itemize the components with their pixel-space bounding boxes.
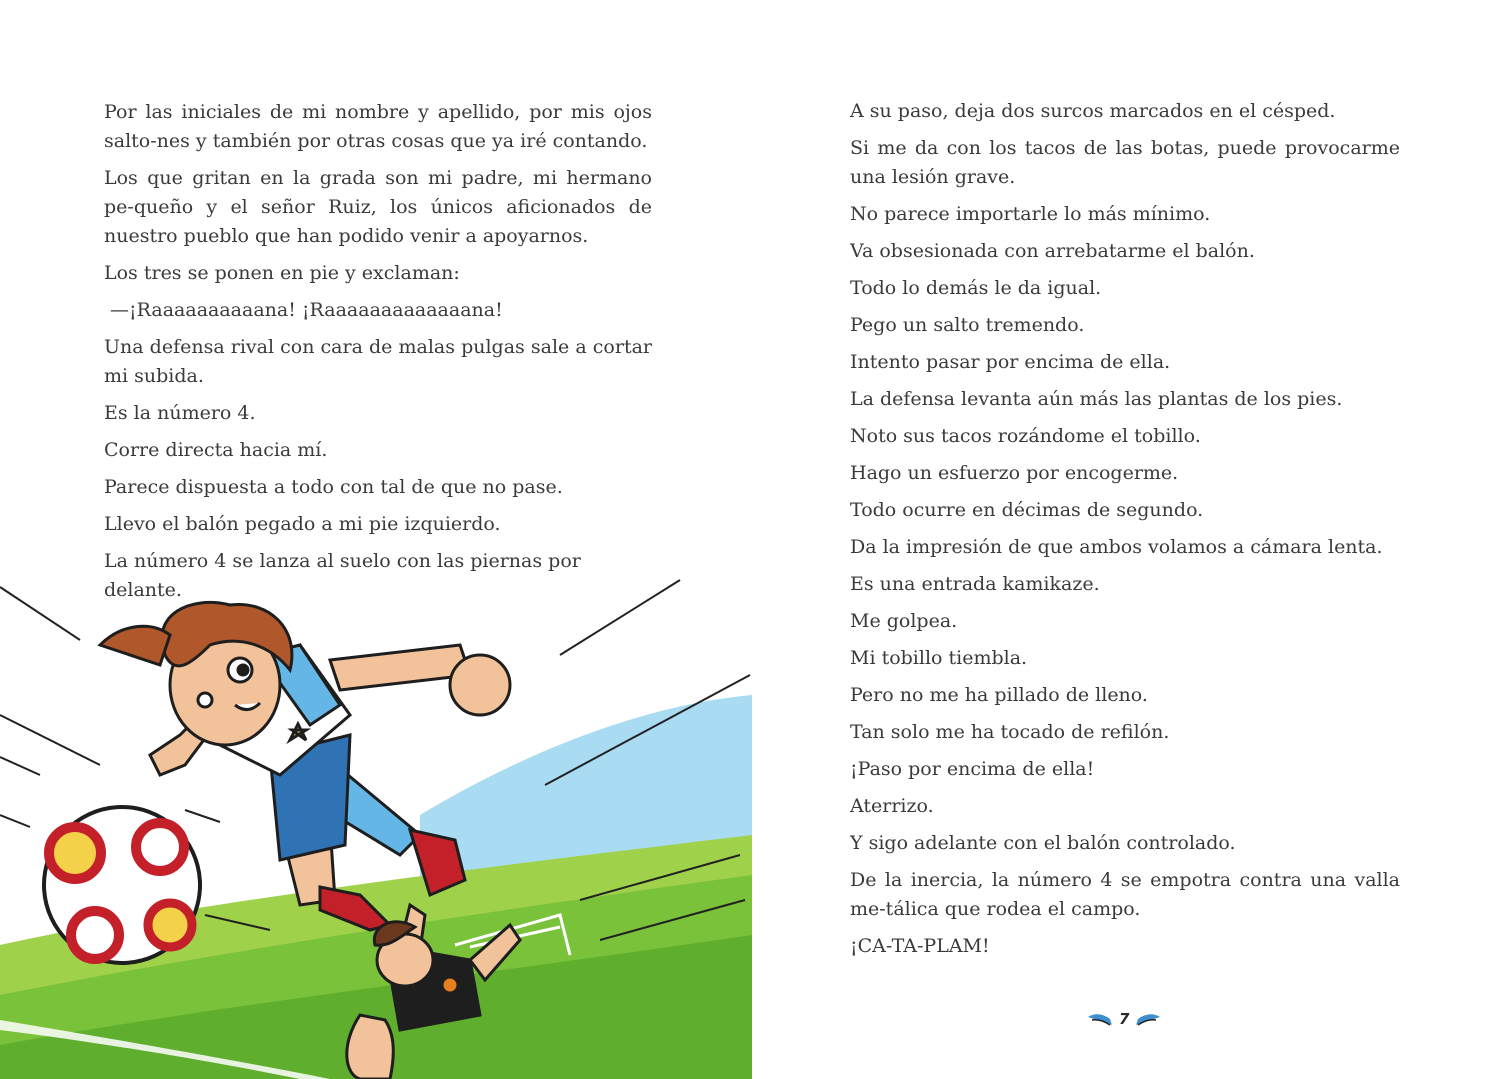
- paragraph: Intento pasar por encima de ella.: [850, 351, 1171, 373]
- paragraph: Corre directa hacia mí.: [104, 439, 328, 461]
- paragraph: No parece importarle lo más mínimo.: [850, 203, 1211, 225]
- paragraph: ¡Paso por encima de ella!: [850, 758, 1095, 780]
- page-number-text: 7: [1119, 1010, 1130, 1028]
- paragraph: Da la impresión de que ambos volamos a cámara lenta.: [850, 536, 1383, 558]
- right-text-column: [850, 97, 1400, 969]
- paragraph: Noto sus tacos rozándome el tobillo.: [850, 425, 1201, 447]
- paragraph: La defensa levanta aún más las plantas de los pies.: [850, 388, 1343, 410]
- paragraph: Por las iniciales de mi nombre y apellido, por mis ojos salto-nes y también por otras cosas que ya iré contando.: [104, 101, 652, 152]
- left-wing-icon: [1086, 1011, 1114, 1027]
- paragraph: ¡CA-TA-PLAM!: [850, 935, 990, 957]
- right-page: [752, 0, 1500, 1079]
- paragraph: Me golpea.: [850, 610, 958, 632]
- paragraph: La número 4 se lanza al suelo con las piernas por delante.: [104, 550, 581, 601]
- paragraph: Mi tobillo tiembla.: [850, 647, 1028, 669]
- soccer-illustration-icon: [0, 575, 752, 1079]
- paragraph: Aterrizo.: [850, 795, 934, 817]
- paragraph: Tan solo me ha tocado de refilón.: [850, 721, 1170, 743]
- paragraph: De la inercia, la número 4 se empotra contra una valla me-tálica que rodea el campo.: [850, 869, 1400, 920]
- paragraph: A su paso, deja dos surcos marcados en el césped.: [850, 100, 1336, 122]
- paragraph: Parece dispuesta a todo con tal de que no pase.: [104, 476, 563, 498]
- paragraph: Todo ocurre en décimas de segundo.: [850, 499, 1204, 521]
- paragraph: Va obsesionada con arrebatarme el balón.: [850, 240, 1255, 262]
- paragraph: Hago un esfuerzo por encogerme.: [850, 462, 1179, 484]
- paragraph: Todo lo demás le da igual.: [850, 277, 1102, 299]
- left-text-column: [104, 98, 652, 613]
- page-number: [1086, 1010, 1162, 1028]
- paragraph: Una defensa rival con cara de malas pulgas sale a cortar mi subida.: [104, 336, 652, 387]
- paragraph: Los tres se ponen en pie y exclaman:: [104, 262, 460, 284]
- right-wing-icon: [1134, 1011, 1162, 1027]
- dialogue-line: —¡Raaaaaaaaaana! ¡Raaaaaaaaaaaaana!: [110, 299, 503, 321]
- paragraph: Y sigo adelante con el balón controlado.: [850, 832, 1236, 854]
- paragraph: Si me da con los tacos de las botas, puede provocarme una lesión grave.: [850, 137, 1400, 188]
- paragraph: Los que gritan en la grada son mi padre, mi hermano pe-queño y el señor Ruiz, los únicos aficionados de nuestro pueblo que han podido venir a apoyarnos.: [104, 167, 652, 247]
- paragraph: Llevo el balón pegado a mi pie izquierdo.: [104, 513, 501, 535]
- paragraph: Pero no me ha pillado de lleno.: [850, 684, 1148, 706]
- paragraph: Es la número 4.: [104, 402, 256, 424]
- paragraph: Es una entrada kamikaze.: [850, 573, 1100, 595]
- paragraph: Pego un salto tremendo.: [850, 314, 1085, 336]
